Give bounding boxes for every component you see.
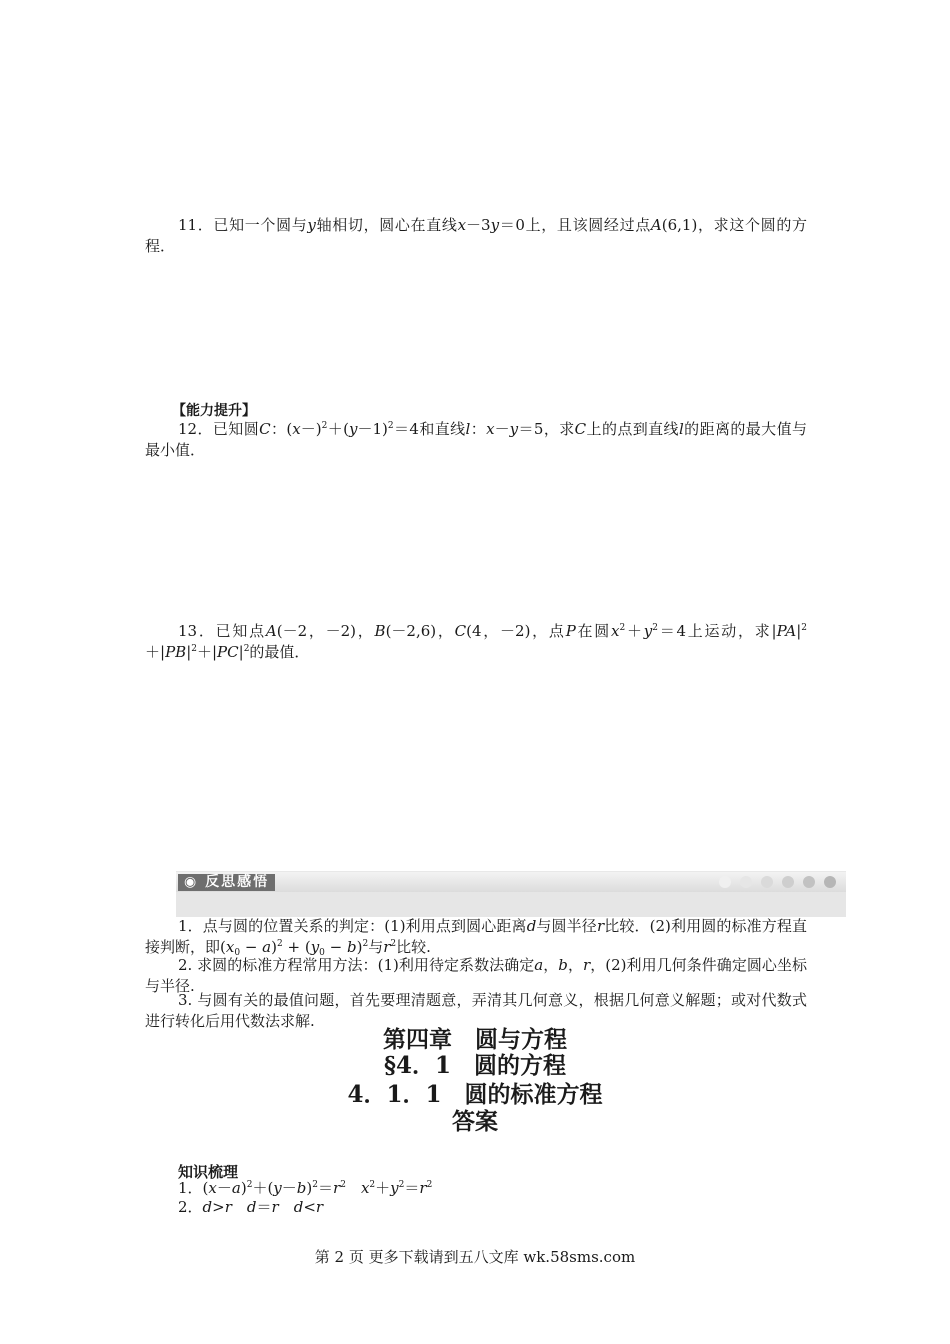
knowledge-line-2: 2．d>r d＝r d<r bbox=[178, 1198, 324, 1216]
banner-bar bbox=[176, 871, 846, 892]
section-ability-label: 【能力提升】 bbox=[172, 403, 256, 419]
decorative-dot bbox=[782, 876, 794, 888]
reflection-point-3: 3. 与圆有关的最值问题，首先要理清题意，弄清其几何意义，根据几何意义解题；或对代数式进行转化后用代数法求解. bbox=[145, 991, 807, 1030]
knowledge-heading: 知识梳理 bbox=[178, 1163, 239, 1181]
decorative-dot bbox=[719, 876, 731, 888]
banner-band bbox=[176, 892, 846, 917]
answer-title: 答案 bbox=[452, 1108, 498, 1135]
banner-dots bbox=[719, 876, 836, 888]
decorative-dot bbox=[761, 876, 773, 888]
question-13: 13．已知点A(－2，－2)，B(－2,6)，C(4，－2)，点P在圆$x^2+y^2=4$上运动，求$|PA|^2+|PB|^2+|PC|^2$的最值． bbox=[145, 622, 807, 661]
decorative-dot bbox=[803, 876, 815, 888]
section-title: §4．1 圆的方程 bbox=[383, 1052, 567, 1079]
decorative-dot bbox=[740, 876, 752, 888]
reflection-banner bbox=[176, 871, 846, 917]
question-12: 12．已知圆C：$(x-)^2+(y-1)^2=4$和直线l：x－y＝5，求C上的点到直线l的距离的最大值与最小值． bbox=[145, 420, 807, 459]
page-footer: 第 2 页 更多下载请到五八文库 wk.58sms.com bbox=[314, 1248, 636, 1266]
reflection-point-1: 1．点与圆的位置关系的判定：(1)利用点到圆心距离d与圆半径r比较．(2)利用圆的标准方程直接判断，即$(x_0 - a)^2 + (y_0 - b)^2$与$r^2$比较. bbox=[145, 917, 807, 958]
reflection-label: ◉ 反思感悟 bbox=[178, 874, 275, 891]
reflection-point-2: 2. 求圆的标准方程常用方法：(1)利用待定系数法确定a，b，r，(2)利用几何条件确定圆心坐标与半径. bbox=[145, 956, 807, 995]
decorative-dot bbox=[824, 876, 836, 888]
knowledge-line-1: 1．$(x-a)^2+(y-b)^2=r^2$ $x^2+y^2=r^2$ bbox=[178, 1179, 433, 1197]
subsection-title: 4．1．1 圆的标准方程 bbox=[347, 1081, 603, 1108]
question-11: 11．已知一个圆与y轴相切，圆心在直线x－3y＝0上，且该圆经过点A(6,1)，求这个圆的方程． bbox=[145, 216, 807, 255]
chapter-title: 第四章 圆与方程 bbox=[383, 1026, 567, 1053]
